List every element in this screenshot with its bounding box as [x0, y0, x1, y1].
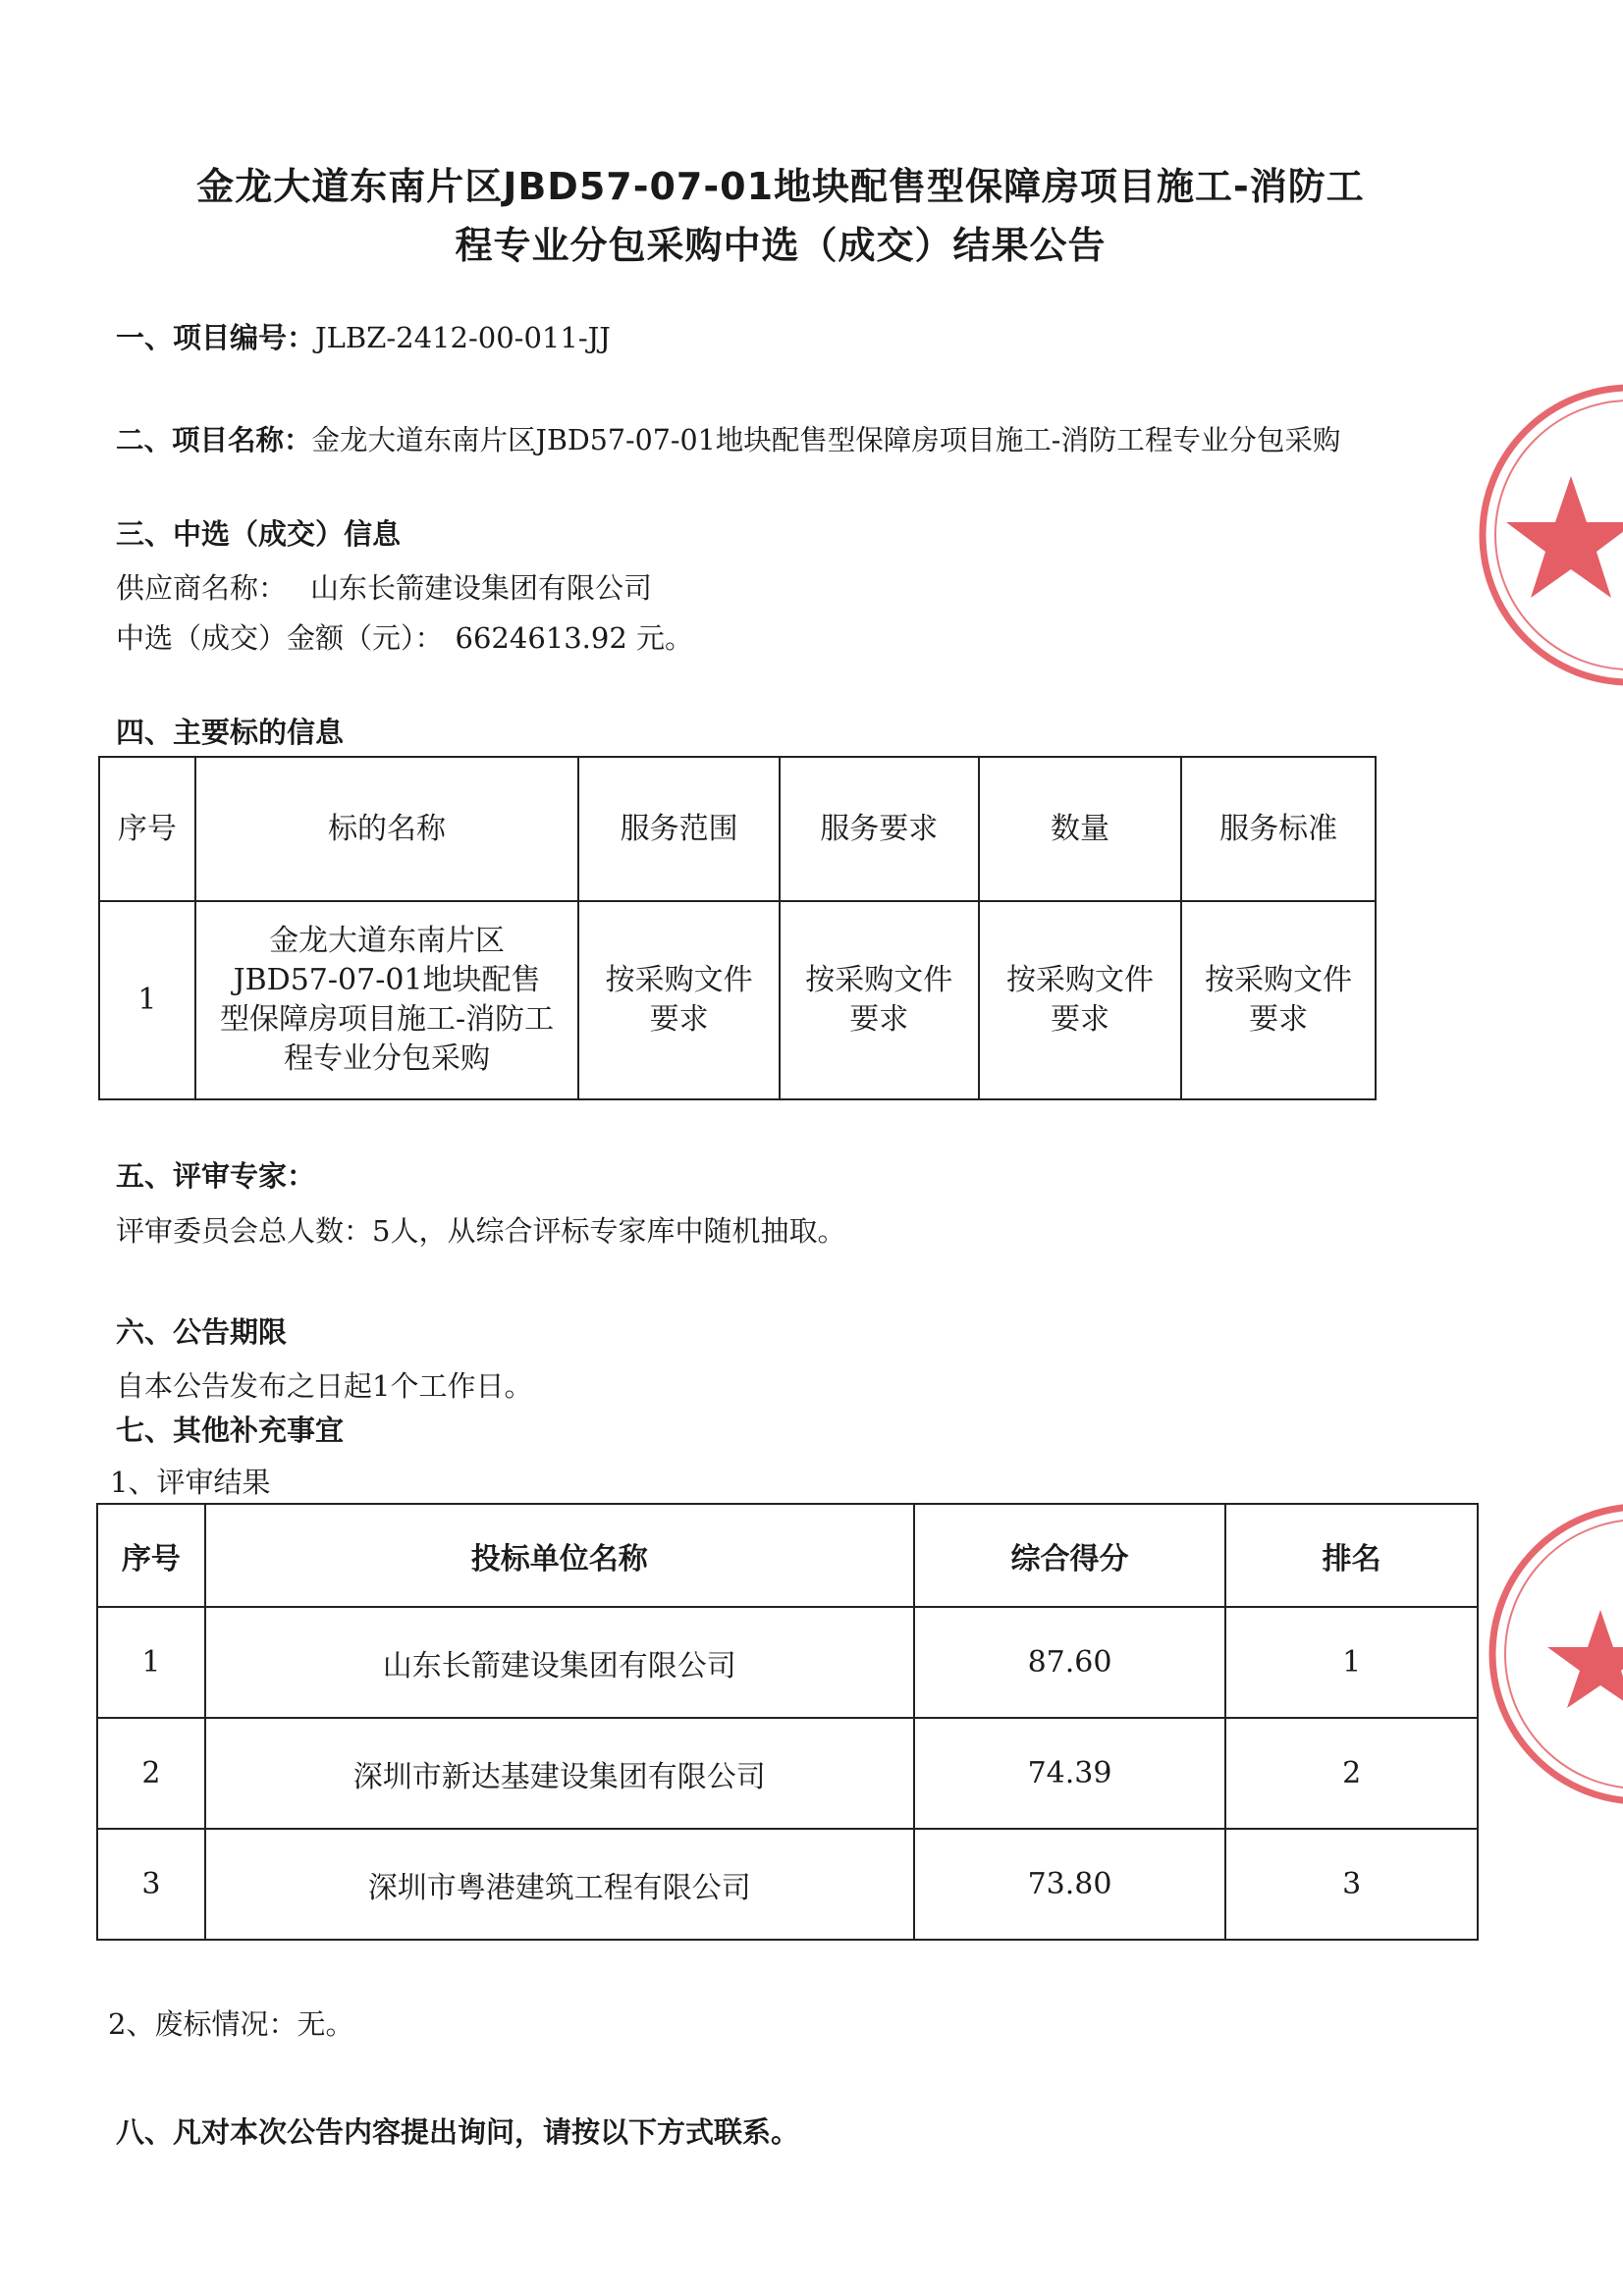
project-number — [116, 316, 611, 356]
supplier-label: 供应商名称： — [116, 571, 288, 605]
col-header: 投标单位名称 — [205, 1504, 914, 1607]
col-header: 综合得分 — [914, 1504, 1226, 1607]
title-line-1: 金龙大道东南片区JBD57-07-01地块配售型保障房项目施工-消防工 — [196, 165, 1365, 208]
cell-no: 3 — [97, 1829, 205, 1940]
col-header: 序号 — [97, 1504, 205, 1607]
supplier-line — [116, 566, 652, 607]
col-header: 服务范围 — [578, 757, 780, 901]
amount-value: 6624613.92 元。 — [455, 621, 694, 655]
cell-score: 73.80 — [914, 1829, 1226, 1940]
section7-sub2: 2、废标情况：无。 — [108, 2007, 354, 2041]
title-line-2: 程专业分包采购中选（成交）结果公告 — [455, 224, 1107, 267]
section6-text: 自本公告发布之日起1个工作日。 — [116, 1369, 533, 1403]
project-name — [116, 418, 1340, 458]
section5-text: 评审委员会总人数：5人，从综合评标专家库中随机抽取。 — [116, 1214, 846, 1248]
table-row — [97, 1607, 1478, 1718]
amount-line — [116, 616, 693, 657]
col-header: 排名 — [1225, 1504, 1478, 1607]
section7-heading: 七、其他补充事宜 — [116, 1414, 345, 1447]
cell-rank: 1 — [1225, 1607, 1478, 1718]
section1-heading: 一、项目编号： — [116, 321, 316, 354]
col-header: 序号 — [99, 757, 195, 901]
col-header: 服务标准 — [1181, 757, 1376, 901]
section6-heading: 六、公告期限 — [116, 1315, 288, 1349]
table-row — [99, 901, 1376, 1099]
cell-score: 74.39 — [914, 1718, 1226, 1829]
section7-sub1: 1、评审结果 — [110, 1466, 271, 1499]
project-number-value: JLBZ-2412-00-011-JJ — [315, 321, 611, 354]
table-header-row — [97, 1504, 1478, 1607]
cell-no: 1 — [97, 1607, 205, 1718]
official-seal-stamp-1 — [1394, 373, 1623, 697]
project-name-value: 金龙大道东南片区JBD57-07-01地块配售型保障房项目施工-消防工程专业分包采购 — [311, 424, 1341, 456]
cell-bidder: 深圳市粤港建筑工程有限公司 — [205, 1829, 914, 1940]
cell-no: 2 — [97, 1718, 205, 1829]
cell-quantity: 按采购文件要求 — [979, 901, 1182, 1099]
table-header-row — [99, 757, 1376, 901]
official-seal-stamp-2 — [1473, 1492, 1623, 1816]
cell-name: 金龙大道东南片区JBD57-07-01地块配售型保障房项目施工-消防工程专业分包采购 — [195, 901, 578, 1099]
cell-requirement: 按采购文件要求 — [780, 901, 979, 1099]
cell-bidder: 山东长箭建设集团有限公司 — [205, 1607, 914, 1718]
amount-label: 中选（成交）金额（元）： — [116, 621, 444, 655]
cell-rank: 3 — [1225, 1829, 1478, 1940]
table-row — [97, 1718, 1478, 1829]
col-header: 数量 — [979, 757, 1182, 901]
col-header: 服务要求 — [780, 757, 979, 901]
cell-rank: 2 — [1225, 1718, 1478, 1829]
section4-heading: 四、主要标的信息 — [116, 716, 345, 749]
cell-standard: 按采购文件要求 — [1181, 901, 1376, 1099]
col-header: 标的名称 — [195, 757, 578, 901]
cell-bidder: 深圳市新达基建设集团有限公司 — [205, 1718, 914, 1829]
supplier-value: 山东长箭建设集团有限公司 — [310, 571, 653, 605]
main-subject-table — [98, 756, 1377, 1100]
section2-heading: 二、项目名称： — [116, 424, 312, 456]
table-row — [97, 1829, 1478, 1940]
section5-heading: 五、评审专家： — [116, 1159, 316, 1193]
cell-score: 87.60 — [914, 1607, 1226, 1718]
evaluation-result-table — [96, 1503, 1479, 1941]
cell-no: 1 — [99, 901, 195, 1099]
cell-scope: 按采购文件要求 — [578, 901, 780, 1099]
section3-heading: 三、中选（成交）信息 — [116, 517, 402, 551]
page-title — [157, 157, 1404, 275]
section8-heading: 八、凡对本次公告内容提出询问，请按以下方式联系。 — [116, 2115, 800, 2149]
